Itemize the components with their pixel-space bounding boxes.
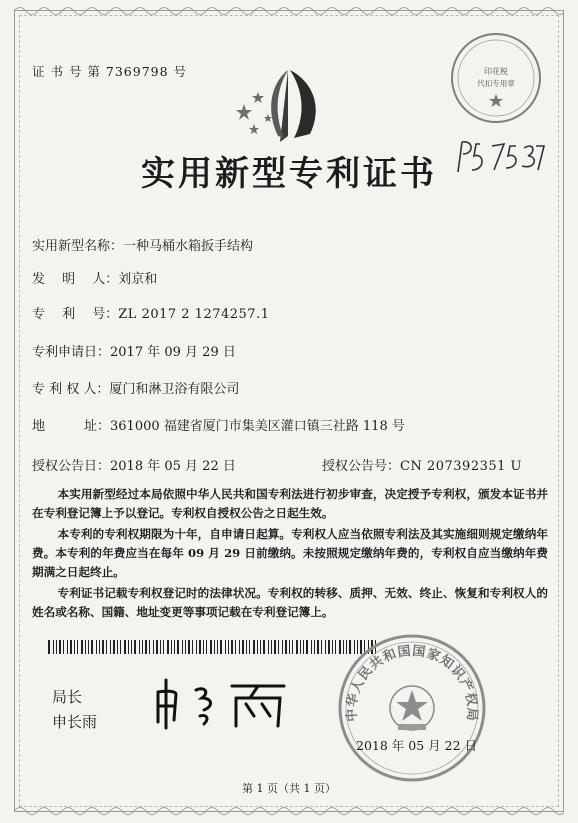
- tax-stamp-seal: [448, 30, 544, 126]
- field-utility-model-name: [32, 235, 253, 254]
- field-label: 专 利 权 人：: [32, 382, 110, 397]
- field-inventor: [32, 268, 157, 287]
- certificate-number: 证 书 号 第 7369798 号: [32, 64, 188, 79]
- field-value: 一种马桶水箱扳手结构: [123, 239, 254, 254]
- field-value: 厦门和淋卫浴有限公司: [109, 382, 240, 397]
- field-address: [32, 415, 405, 434]
- svg-text:代扣专用章: 代扣专用章: [477, 79, 515, 88]
- field-label: 授权公告号：: [322, 459, 401, 474]
- field-value: 361000 福建省厦门市集美区灌口镇三社路 118 号: [110, 419, 405, 434]
- field-grant-date: [32, 455, 236, 474]
- field-label: 地 址：: [32, 419, 111, 434]
- field-patent-number: [32, 303, 269, 322]
- guilloche-top: [14, 4, 564, 18]
- field-value: CN 207392351 U: [400, 459, 522, 474]
- signatory-name: 申长雨: [52, 713, 98, 731]
- field-value: 2018 年 05 月 22 日: [110, 459, 236, 474]
- field-application-date: [32, 341, 236, 360]
- national-ip-office-seal: [336, 632, 488, 784]
- body-paragraph: 本专利的专利权期限为十年，自申请日起算。专利权人应当依照专利法及其实施细则规定缴纳年费。本专利的年费应当在每年 09 月 29 日前缴纳。未按照规定缴纳年费的，专利权自应当缴纳年费期满之日起终止。: [32, 527, 548, 579]
- signatory-title: 局长: [52, 688, 83, 706]
- field-label: 专 利 号：: [32, 307, 119, 322]
- page-number-footer: 第 1 页（共 1 页）: [242, 782, 336, 795]
- field-label: 专利申请日：: [32, 345, 111, 360]
- guilloche-bottom: [14, 804, 564, 818]
- field-value: 刘京和: [118, 272, 158, 287]
- handwritten-signature: [150, 672, 290, 732]
- body-paragraph: 本实用新型经过本局依照中华人民共和国专利法进行初步审查，决定授予专利权，颁发本证书并在专利登记簿上予以登记。专利权自授权公告之日起生效。: [32, 487, 548, 520]
- field-value: 2017 年 09 月 29 日: [110, 345, 236, 360]
- field-label: 发 明 人：: [32, 272, 119, 287]
- certificate-title: 实用新型专利证书: [141, 154, 437, 194]
- seal-date: 2018 年 05 月 22 日: [356, 738, 477, 753]
- field-label: 实用新型名称：: [32, 239, 124, 254]
- svg-text:印花税: 印花税: [484, 67, 508, 76]
- patent-office-emblem-icon: [228, 62, 348, 158]
- seal-text: 中华人民共和国国家知识产权局: [344, 643, 480, 723]
- field-patentee: [32, 378, 239, 397]
- barcode: [48, 640, 378, 654]
- field-label: 授权公告日：: [32, 459, 111, 474]
- body-paragraph: 专利证书记载专利权登记时的法律状况。专利权的转移、质押、无效、终止、恢复和专利权人的姓名或名称、国籍、地址变更等事项记载在专利登记簿上。: [32, 586, 548, 619]
- field-announcement-number: [322, 455, 522, 474]
- field-value: ZL 2017 2 1274257.1: [118, 307, 270, 322]
